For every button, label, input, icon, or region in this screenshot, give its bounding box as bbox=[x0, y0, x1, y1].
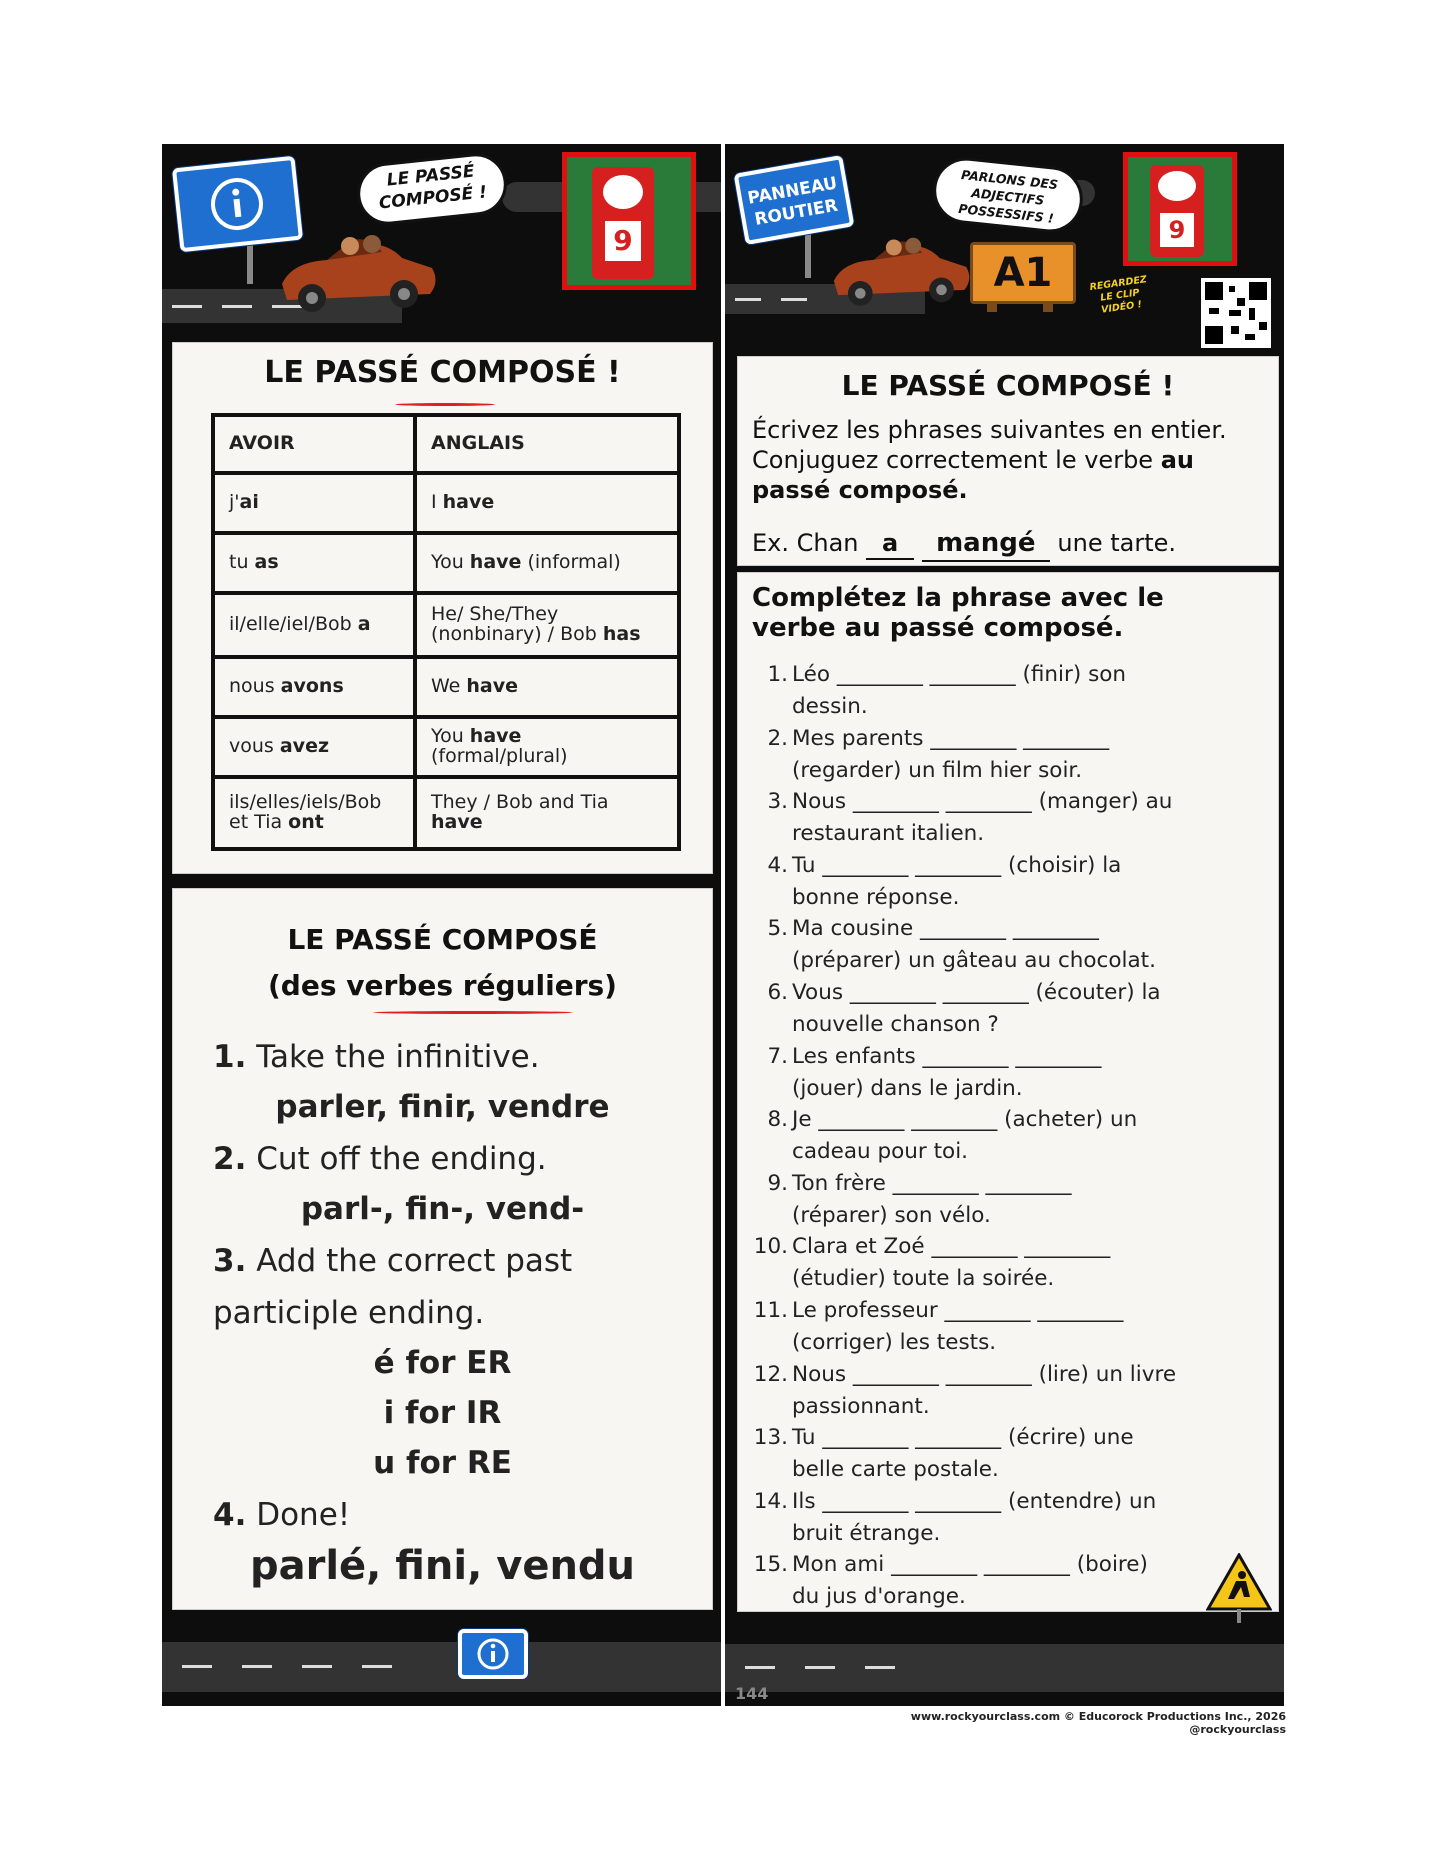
en-text: (formal/plural) bbox=[431, 745, 568, 767]
exercise-item bbox=[752, 1104, 1272, 1168]
exercise-item-number: 8. bbox=[767, 1107, 788, 1133]
exercise-item-line1: Je ________ ________ (acheter) un bbox=[792, 1107, 1138, 1133]
table-header-anglais: ANGLAIS bbox=[415, 415, 679, 473]
table-cell-fr bbox=[213, 593, 415, 657]
fr-verb: as bbox=[254, 551, 279, 574]
table-row bbox=[213, 777, 679, 849]
en-text: You bbox=[431, 725, 470, 748]
table-cell-en bbox=[415, 473, 679, 533]
rules-title: LE PASSÉ COMPOSÉ bbox=[287, 923, 598, 956]
fr-text: j' bbox=[229, 491, 240, 514]
table-row bbox=[213, 533, 679, 593]
table-row bbox=[213, 717, 679, 777]
exercise-item-line1: Nous ________ ________ (lire) un livre bbox=[792, 1361, 1177, 1387]
exercise-item bbox=[752, 850, 1272, 914]
fr-verb: ai bbox=[239, 491, 259, 514]
table-cell-fr bbox=[213, 533, 415, 593]
exercise-item-line1: Ton frère ________ ________ bbox=[792, 1170, 1072, 1196]
exercise-item bbox=[752, 1041, 1272, 1105]
instruction-bold: au bbox=[1160, 446, 1194, 474]
sign-pole bbox=[805, 228, 811, 278]
exercise-item bbox=[752, 659, 1272, 723]
en-verb: have bbox=[442, 491, 495, 514]
en-text: He/ She/They (nonbinary) / Bob bbox=[431, 603, 603, 645]
exercise-item-line1: Ils ________ ________ (entendre) un bbox=[792, 1488, 1157, 1514]
worksheet-page bbox=[162, 144, 1284, 1706]
exercise-item-line2: (préparer) un gâteau au chocolat. bbox=[792, 948, 1156, 974]
exercise-item-number: 7. bbox=[767, 1043, 788, 1069]
exercise-item-line2: nouvelle chanson ? bbox=[792, 1012, 999, 1037]
exercise-item-line1: Les enfants ________ ________ bbox=[792, 1043, 1102, 1069]
exercise-item-line2: (réparer) son vélo. bbox=[792, 1202, 991, 1228]
table-cell-fr bbox=[213, 777, 415, 849]
instruction-text: Conjuguez correctement le verbe bbox=[752, 446, 1161, 474]
step-4-example: parlé, fini, vendu bbox=[249, 1543, 636, 1589]
pump-gauge bbox=[603, 175, 643, 209]
exercise-item-number: 4. bbox=[767, 852, 788, 878]
qr-code-icon[interactable] bbox=[1201, 278, 1271, 348]
pump-gauge bbox=[1158, 171, 1196, 201]
exercise-item bbox=[752, 913, 1272, 977]
en-verb: have bbox=[466, 675, 519, 698]
exercise-item bbox=[752, 1422, 1272, 1486]
left-panel bbox=[162, 144, 721, 1706]
exercise-item-number: 14. bbox=[753, 1488, 788, 1514]
table-row bbox=[213, 473, 679, 533]
page-number: 144 bbox=[735, 1684, 769, 1703]
example-line bbox=[752, 527, 1176, 562]
exercise-card bbox=[737, 572, 1279, 1612]
exercise-item-number: 12. bbox=[753, 1361, 788, 1387]
exercise-item-line2: passionnant. bbox=[792, 1393, 930, 1419]
exercise-item-line1: Tu ________ ________ (choisir) la bbox=[792, 852, 1122, 878]
fr-text: ils/elles/iels/Bob et Tia bbox=[229, 791, 382, 833]
step-3-re: u for RE bbox=[373, 1445, 512, 1481]
road-dash bbox=[865, 1666, 895, 1669]
exercise-item-line1: Mes parents ________ ________ bbox=[792, 725, 1110, 751]
avoir-conjugation-table bbox=[211, 413, 681, 851]
step-1-example: parler, finir, vendre bbox=[275, 1089, 610, 1125]
instruction-line-3: passé composé. bbox=[752, 476, 968, 504]
pump-number: 9 bbox=[1160, 213, 1194, 247]
exercise-item-line2: (jouer) dans le jardin. bbox=[792, 1075, 1023, 1101]
road-dash bbox=[172, 305, 202, 308]
instruction-line-2 bbox=[752, 445, 1194, 475]
exercise-item bbox=[752, 1168, 1272, 1232]
level-sign: A1 bbox=[970, 242, 1076, 304]
red-underline bbox=[395, 403, 495, 406]
road-dash bbox=[222, 305, 252, 308]
exercise-item-line2: du jus d'orange. bbox=[792, 1584, 966, 1610]
exercise-item-line2: belle carte postale. bbox=[792, 1457, 999, 1483]
exercise-item-line1: Ma cousine ________ ________ bbox=[792, 916, 1099, 942]
table-row bbox=[213, 657, 679, 717]
exercise-item-number: 6. bbox=[767, 980, 788, 1005]
road-dash bbox=[781, 298, 807, 301]
road-dash bbox=[182, 1665, 212, 1668]
exercise-list bbox=[738, 659, 1278, 1610]
exercise-item-line1: Vous ________ ________ (écouter) la bbox=[792, 980, 1161, 1005]
road-dash bbox=[745, 1666, 775, 1669]
fr-text: vous bbox=[229, 735, 280, 758]
table-title: LE PASSÉ COMPOSÉ ! bbox=[264, 355, 621, 390]
exercise-item bbox=[752, 1486, 1272, 1550]
exercise-item bbox=[752, 1359, 1272, 1423]
example-text: une tarte. bbox=[1049, 529, 1177, 557]
table-cell-en bbox=[415, 593, 679, 657]
en-text: They / Bob and Tia bbox=[431, 791, 609, 814]
road-dash bbox=[362, 1665, 392, 1668]
info-icon bbox=[462, 1633, 524, 1675]
exercise-item-line2: restaurant italien. bbox=[792, 821, 985, 847]
step-1 bbox=[213, 1039, 540, 1075]
gas-pump-box bbox=[1123, 152, 1237, 266]
speech-bubble: PARLONS DES ADJECTIFS POSSESSIFS ! bbox=[930, 154, 1086, 235]
en-verb: have bbox=[431, 811, 483, 833]
exercise-item-number: 9. bbox=[767, 1170, 788, 1196]
table-cell-fr bbox=[213, 657, 415, 717]
exercise-item-line2: (étudier) toute la soirée. bbox=[792, 1266, 1055, 1292]
rules-card bbox=[172, 888, 713, 1610]
exercise-item bbox=[752, 786, 1272, 850]
table-header-avoir: AVOIR bbox=[213, 415, 415, 473]
exercise-item-line2: dessin. bbox=[792, 694, 868, 719]
fr-verb: a bbox=[357, 613, 371, 636]
step-2 bbox=[213, 1141, 547, 1177]
road-dash bbox=[805, 1666, 835, 1669]
step-3-line2: participle ending. bbox=[213, 1295, 485, 1331]
instruction-card bbox=[737, 356, 1279, 566]
exercise-title: Complétez la phrase avec le verbe au passé composé. bbox=[752, 583, 1164, 643]
step-text: Cut off the ending. bbox=[246, 1141, 547, 1177]
step-3 bbox=[213, 1243, 572, 1279]
table-row bbox=[213, 593, 679, 657]
exercise-item-line1: Léo ________ ________ (finir) son bbox=[792, 662, 1127, 687]
en-verb: have bbox=[469, 725, 522, 748]
table-cell-en bbox=[415, 533, 679, 593]
road-dash bbox=[302, 1665, 332, 1668]
panneau-routier-sign: PANNEAU ROUTIER bbox=[734, 155, 855, 245]
exercise-item-number: 2. bbox=[767, 725, 788, 751]
exercise-item-line1: Le professeur ________ ________ bbox=[792, 1298, 1124, 1323]
footer-credits: www.rockyourclass.com © Educorock Productions Inc., 2026 @rockyourclass bbox=[910, 1710, 1286, 1736]
step-number: 4. bbox=[213, 1497, 247, 1533]
step-text: Take the infinitive. bbox=[246, 1039, 540, 1075]
fr-text: tu bbox=[229, 551, 255, 574]
step-2-example: parl-, fin-, vend- bbox=[300, 1191, 585, 1227]
example-answer-participle: mangé bbox=[922, 527, 1050, 562]
instruction-line-1: Écrivez les phrases suivantes en entier. bbox=[752, 416, 1227, 444]
construction-sign-icon bbox=[1206, 1553, 1272, 1623]
exercise-item bbox=[752, 723, 1272, 787]
en-text: You bbox=[431, 551, 470, 574]
table-cell-en bbox=[415, 657, 679, 717]
road-dash bbox=[242, 1665, 272, 1668]
avoir-table-card bbox=[172, 342, 713, 874]
exercise-item-line1: Nous ________ ________ (manger) au bbox=[792, 789, 1173, 815]
step-text: Done! bbox=[246, 1497, 351, 1533]
red-underline bbox=[373, 1011, 573, 1014]
fr-verb: avons bbox=[280, 675, 344, 698]
fr-verb: avez bbox=[279, 735, 330, 758]
step-number: 1. bbox=[213, 1039, 247, 1075]
exercise-item-line1: Mon ami ________ ________ (boire) bbox=[792, 1552, 1148, 1578]
table-header-row bbox=[213, 415, 679, 473]
exercise-item bbox=[752, 1295, 1272, 1359]
exercise-item-number: 15. bbox=[753, 1552, 788, 1578]
exercise-item-line2: (regarder) un film hier soir. bbox=[792, 757, 1083, 783]
exercise-item bbox=[752, 1231, 1272, 1295]
table-cell-en bbox=[415, 777, 679, 849]
step-3-ir: i for IR bbox=[383, 1395, 502, 1431]
fr-text: nous bbox=[229, 675, 281, 698]
exercise-item-line2: cadeau pour toi. bbox=[792, 1139, 968, 1165]
table-cell-fr bbox=[213, 473, 415, 533]
en-text: I bbox=[431, 491, 443, 514]
exercise-item-number: 3. bbox=[767, 789, 788, 815]
en-verb: have bbox=[469, 551, 522, 574]
exercise-item-line2: (corriger) les tests. bbox=[792, 1330, 997, 1355]
road-dash bbox=[735, 298, 761, 301]
fr-verb: ont bbox=[288, 811, 324, 833]
step-number: 2. bbox=[213, 1141, 247, 1177]
pump-number: 9 bbox=[605, 221, 641, 261]
speech-bubble: LE PASSÉ COMPOSÉ ! bbox=[354, 150, 510, 227]
exercise-item-number: 11. bbox=[753, 1298, 788, 1323]
exercise-item bbox=[752, 977, 1272, 1041]
car-icon bbox=[825, 228, 975, 312]
exercise-item-line1: Tu ________ ________ (écrire) une bbox=[792, 1425, 1134, 1451]
exercise-item-number: 13. bbox=[753, 1425, 788, 1451]
example-answer-auxiliary: a bbox=[866, 528, 914, 560]
table-cell-fr bbox=[213, 717, 415, 777]
exercise-item-number: 5. bbox=[767, 916, 788, 942]
en-verb: has bbox=[602, 623, 641, 645]
exercise-item-line2: bruit étrange. bbox=[792, 1520, 941, 1546]
fr-text: il/elle/iel/Bob bbox=[229, 613, 358, 636]
car-icon bbox=[272, 224, 442, 319]
gas-pump-box bbox=[562, 152, 696, 290]
info-sign-icon bbox=[458, 1629, 528, 1679]
step-4 bbox=[213, 1497, 350, 1533]
step-text: Add the correct past bbox=[246, 1243, 573, 1279]
exercise-item-number: 1. bbox=[767, 662, 788, 687]
example-text: Ex. Chan bbox=[752, 529, 867, 557]
step-number: 3. bbox=[213, 1243, 247, 1279]
step-3-er: é for ER bbox=[373, 1345, 512, 1381]
en-text: We bbox=[431, 675, 467, 698]
right-panel bbox=[725, 144, 1284, 1706]
exercise-item-line1: Clara et Zoé ________ ________ bbox=[792, 1234, 1111, 1260]
qr-label: REGARDEZ LE CLIP VIDÉO ! bbox=[1088, 274, 1148, 316]
table-cell-en bbox=[415, 717, 679, 777]
exercise-item-number: 10. bbox=[753, 1234, 788, 1260]
exercise-main-title: LE PASSÉ COMPOSÉ ! bbox=[841, 369, 1175, 402]
en-text: (informal) bbox=[521, 551, 621, 574]
exercise-item-line2: bonne réponse. bbox=[792, 884, 960, 910]
rules-subtitle: (des verbes réguliers) bbox=[268, 969, 617, 1002]
exercise-item bbox=[752, 1549, 1272, 1613]
